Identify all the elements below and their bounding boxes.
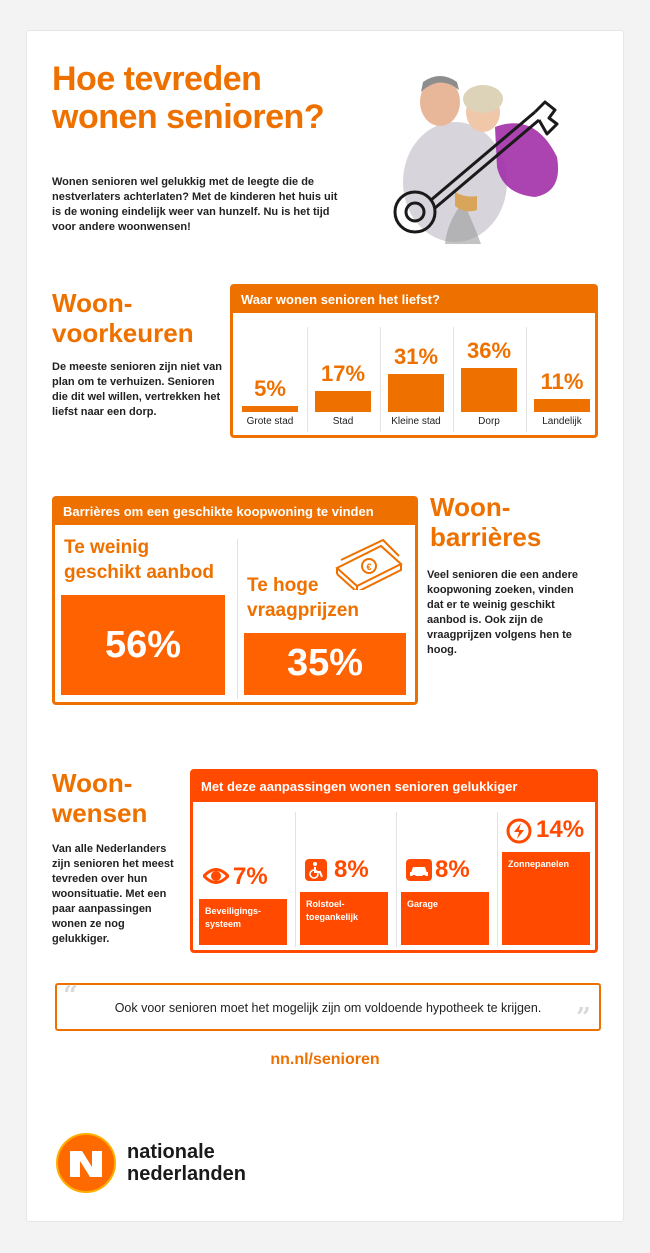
bar-category-label-line: vraagprijzen: [247, 599, 359, 621]
bar-value-label: 8%: [435, 855, 470, 883]
close-quote-icon: ”: [576, 1003, 591, 1033]
section-title-line2: wensen: [52, 798, 148, 828]
bar-category-label-line: toegankelijk: [306, 911, 359, 922]
bar-category-label: Landelijk: [542, 416, 582, 427]
intro-text: Wonen senioren wel gelukkig met de leegte die de nestverlaters achterlaten? Met de kinderen het huis uit is de woning eindelijk weer van hunzelf. Nu is het tijd voor andere woonwensen!: [52, 176, 338, 233]
section-woonvoorkeuren-text: De meeste senioren zijn niet van plan om te verhuizen. Senioren die dit wel willen, vertrekken het liefst naar een dorp.: [52, 361, 222, 418]
bar-category-label: [64, 535, 214, 585]
nn-logo-icon: [56, 1133, 116, 1193]
section-title-line1: Woon-: [430, 492, 511, 522]
bar-zonnepanelen: [502, 852, 590, 945]
bar-hoge-vraagprijzen: 35%: [244, 633, 406, 696]
chart-woonwensen-title: Met deze aanpassingen wonen senioren gelukkiger: [193, 772, 595, 802]
chart-woonbarrieres-title: Barrières om een geschikte koopwoning te vinden: [55, 499, 415, 525]
bar-landelijk: [534, 399, 590, 412]
section-woonbarrieres-title: [430, 492, 541, 552]
section-woonwensen-title: [52, 768, 147, 828]
money-stack-icon: [333, 538, 405, 590]
quote-text: Ook voor senioren moet het mogelijk zijn om voldoende hypotheek te krijgen.: [114, 1001, 542, 1015]
bar-category-label-line: Zonnepanelen: [508, 859, 570, 869]
brand-name-line1: nationale: [127, 1141, 215, 1163]
bar-value-label: 11%: [540, 368, 584, 394]
bar-value-label: 7%: [233, 862, 268, 890]
bar-value-label: 14%: [536, 816, 585, 843]
chart-woonvoorkeuren-title: Waar wonen senioren het liefst?: [233, 287, 595, 313]
bar-grote-stad: [242, 406, 298, 412]
section-woonbarrieres-text: Veel senioren die een andere koopwoning zoeken, vinden dat er te weinig geschikt aanbod is. Ook zijn de vraagprijzen volgens hen te hoog.: [427, 569, 579, 656]
page-title: [52, 60, 372, 136]
column-separator: [237, 539, 238, 699]
bar-category-label: Kleine stad: [391, 416, 441, 427]
bar-category-label-line: Rolstoel-: [306, 898, 345, 909]
eye-icon: [203, 865, 229, 892]
section-woonvoorkeuren-title: [52, 288, 194, 348]
page-title-line2: wonen senioren?: [52, 98, 325, 136]
bar-value-label: 5%: [254, 375, 286, 401]
section-woonwensen-text: Van alle Nederlanders zijn senioren het meest tevreden over hun woonsituatie. Met een paar aanpassingen wonen ze nog gelukkiger.: [52, 843, 174, 945]
column-separator: [396, 812, 397, 947]
chart-woonwensen: [190, 769, 598, 953]
bar-weinig-aanbod: 56%: [61, 595, 225, 695]
car-icon: [405, 858, 433, 887]
chart-woonvoorkeuren: [230, 284, 598, 438]
open-quote-icon: “: [63, 981, 78, 1011]
brand-name: [127, 1141, 246, 1185]
bar-kleine-stad: [388, 374, 444, 412]
bar-value-label: 8%: [334, 855, 369, 883]
brand-name-line2: nederlanden: [127, 1163, 246, 1185]
seniors-key-illustration: [385, 72, 575, 252]
column-separator: [497, 812, 498, 947]
lightning-icon: [506, 818, 532, 849]
wheelchair-icon: [304, 858, 328, 887]
bar-category-label-line: Beveiligings-: [205, 905, 262, 916]
page-title-line1: Hoe tevreden: [52, 60, 262, 98]
section-title-line2: voorkeuren: [52, 318, 194, 348]
bar-category-label-line: Te weinig: [64, 537, 150, 558]
column-separator: [295, 812, 296, 947]
svg-text:€: €: [366, 562, 372, 572]
bar-category-label-line: Te hoge: [247, 574, 319, 596]
bar-value-label: 36%: [466, 338, 512, 363]
bar-category-label-line: geschikt aanbod: [64, 562, 214, 583]
bar-category-label-line: Garage: [407, 898, 439, 909]
bar-category-label: Grote stad: [246, 416, 294, 427]
section-title-line1: Woon-: [52, 288, 133, 318]
bar-beveiligingssysteem: [199, 899, 287, 946]
bar-garage: [401, 892, 489, 945]
bar-category-label: Dorp: [478, 416, 500, 427]
bar-stad: [315, 391, 371, 412]
website-link[interactable]: nn.nl/senioren: [270, 1051, 380, 1068]
chart-woonbarrieres: [52, 496, 418, 705]
quote-box: [55, 983, 601, 1031]
section-title-line1: Woon-: [52, 768, 133, 798]
bar-category-label: Stad: [332, 416, 354, 427]
bar-dorp: [461, 368, 517, 412]
bar-rolstoeltoegankelijk: [300, 892, 388, 945]
section-title-line2: barrières: [430, 522, 542, 552]
bar-value-label: 17%: [320, 361, 366, 387]
bar-value-label: 31%: [393, 344, 439, 370]
bar-category-label-line: systeem: [205, 918, 242, 929]
